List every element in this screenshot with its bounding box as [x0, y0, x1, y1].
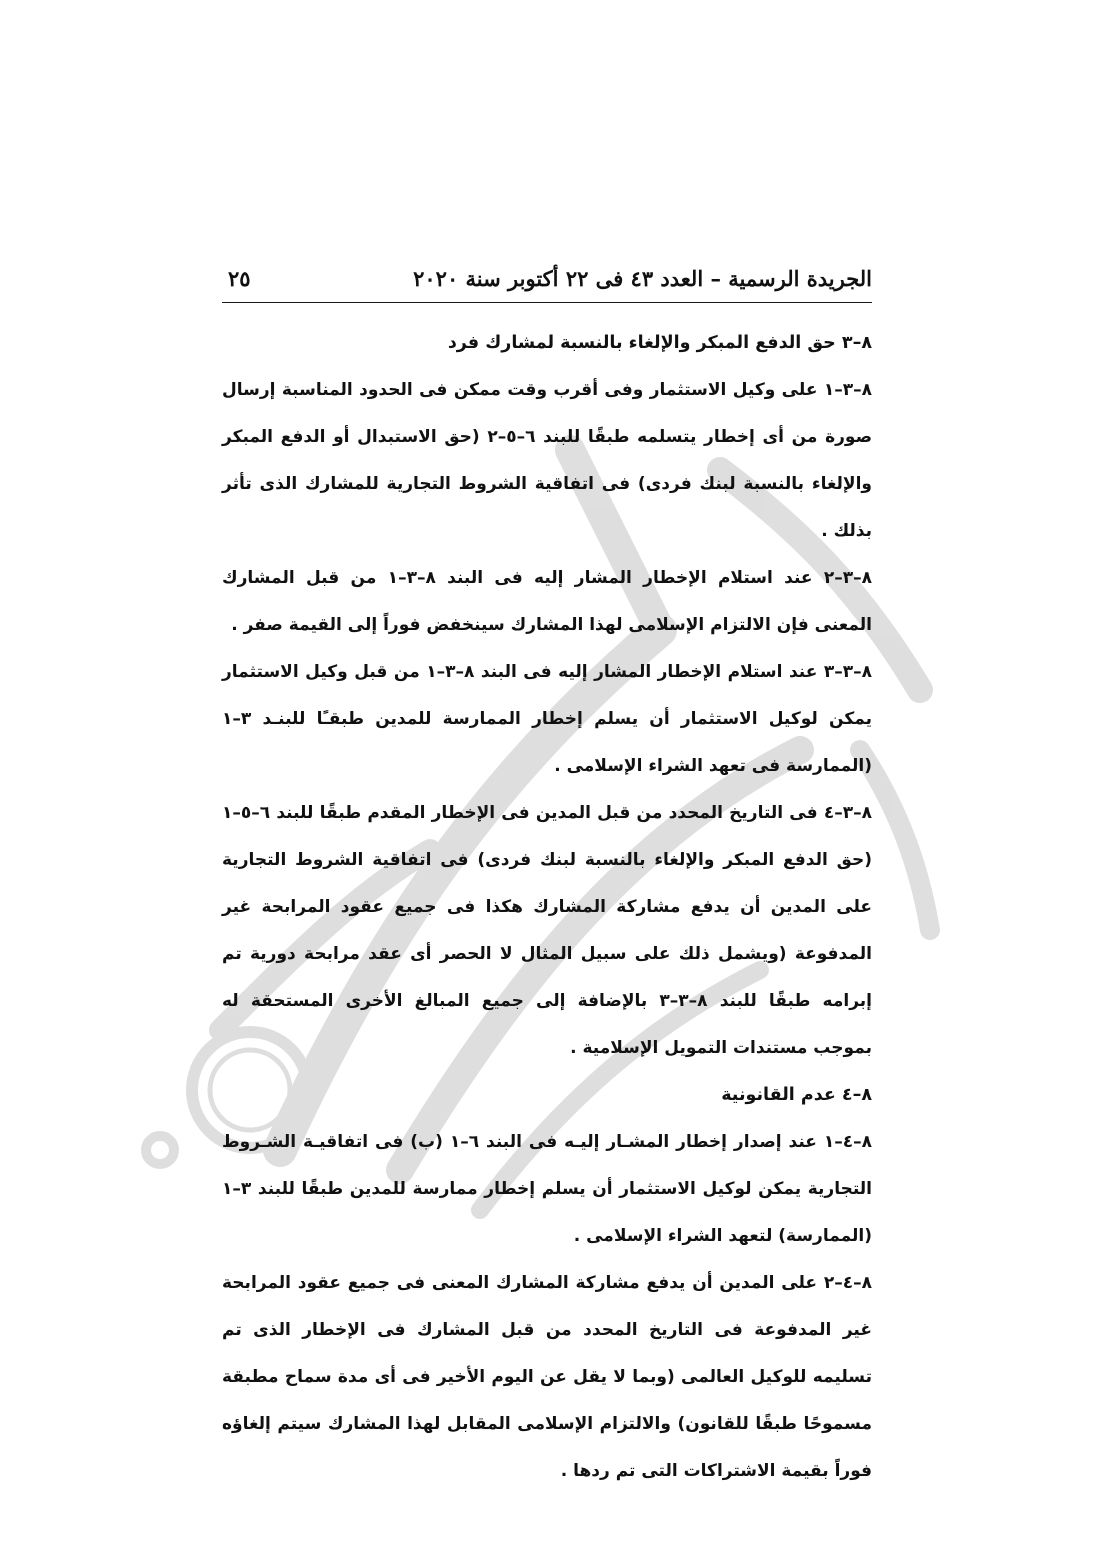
header-divider	[222, 302, 872, 303]
section-early-payment	[222, 320, 872, 1072]
clause-paragraph: ٨–٣–١ على وكيل الاستثمار وفى أقرب وقت ممكن فى الحدود المناسبة إرسال صورة من أى إخطار يتسلمه طبقًا للبند ٦–٥–٢ (حق الاستبدال أو الدفع المبكر والإلغاء بالنسبة لبنك فردى) فى اتفاقية الشروط التجارية للمشارك الذى تأثر بذلك .	[222, 380, 872, 541]
clause-paragraph: ٨–٣–٤ فى التاريخ المحدد من قبل المدين فى الإخطار المقدم طبقًا للبند ٦–٥–١ (حق الدفع المبكر والإلغاء بالنسبة لبنك فردى) فى اتفاقية الشروط التجارية على المدين أن يدفع مشاركة المشارك هكذا فى جميع عقود المرابحة غير المدفوعة (ويشمل ذلك على سبيل المثال لا الحصر أى عقد مرابحة دورية تم إبرامه طبقًا للبند ٨–٣–٣ بالإضافة إلى جميع المبالغ الأخرى المستحقة له بموجب مستندات التمويل الإسلامية .	[222, 803, 873, 1058]
gazette-header-title: الجريدة الرسمية – العدد ٤٣ فى ٢٢ أكتوبر سنة ٢٠٢٠	[413, 265, 872, 291]
page-header	[222, 258, 872, 298]
section-illegality	[222, 1072, 872, 1495]
clause-paragraph: ٨–٣–٣ عند استلام الإخطار المشار إليه فى البند ٨–٣–١ من قبل وكيل الاستثمار يمكن لوكيل الاستثمار أن يسلم إخطار الممارسة للمدين طبقـًا للبنـد ٣–١ (الممارسة فى تعهد الشراء الإسلامى .	[222, 662, 872, 776]
clause-paragraph: ٨–٣–٢ عند استلام الإخطار المشار إليه فى البند ٨–٣–١ من قبل المشارك المعنى فإن الالتزام الإسلامى لهذا المشارك سينخفض فوراً إلى القيمة صفر .	[222, 568, 872, 635]
section-heading: ٨–٤ عدم القانونية	[721, 1085, 872, 1105]
document-body	[222, 320, 872, 1495]
clause-paragraph: ٨–٤–١ عند إصدار إخطار المشـار إليـه فى البند ٦–١ (ب) فى اتفاقيـة الشـروط التجارية يمكن لوكيل الاستثمار أن يسلم إخطار ممارسة للمدين طبقًا للبند ٣–١ (الممارسة) لتعهد الشراء الإسلامى .	[222, 1132, 872, 1246]
page-number: ٢٥	[228, 265, 251, 291]
clause-paragraph: ٨–٤–٢ على المدين أن يدفع مشاركة المشارك المعنى فى جميع عقود المرابحة غير المدفوعة فى التاريخ المحدد من قبل المشارك فى الإخطار الذى تم تسليمه للوكيل العالمى (وبما لا يقل عن اليوم الأخير فى أى مدة سماح مطبقة مسموحًا طبقًا للقانون) والالتزام الإسلامى المقابل لهذا المشارك سيتم إلغاؤه فوراً بقيمة الاشتراكات التى تم ردها .	[222, 1273, 872, 1481]
section-heading: ٨–٣ حق الدفع المبكر والإلغاء بالنسبة لمشارك فرد	[447, 333, 872, 353]
